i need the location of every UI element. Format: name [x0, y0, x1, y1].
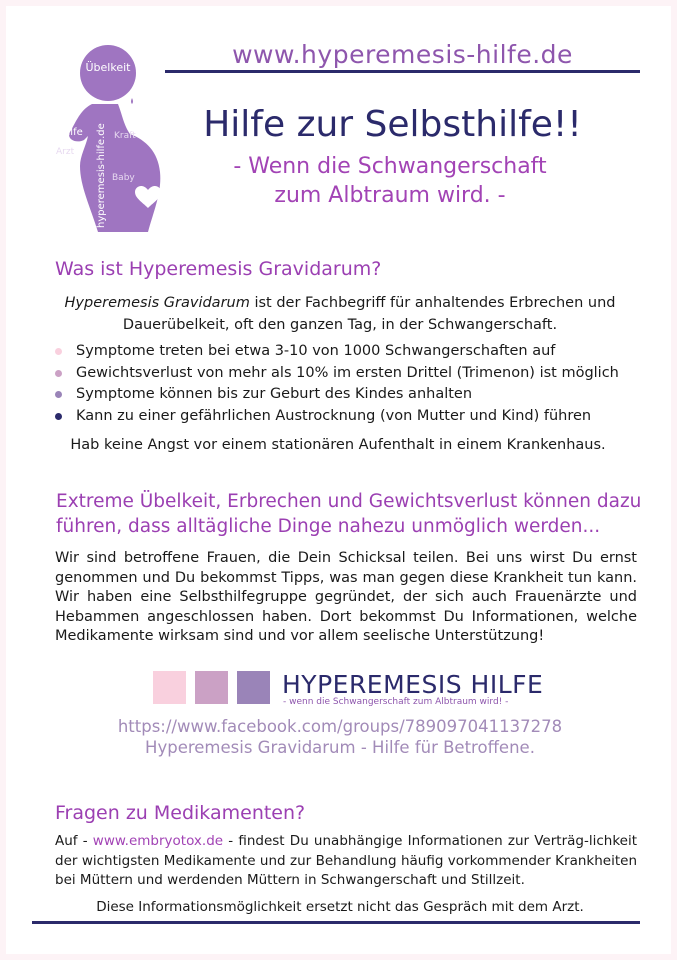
footer-divider — [32, 921, 640, 924]
brand-tagline: - wenn die Schwangerschaft zum Albtraum wird! - — [283, 697, 509, 707]
medication-prefix: Auf - — [55, 833, 93, 849]
logo-word-ubelkeit: Übelkeit — [85, 61, 131, 74]
brand-square-mauve — [195, 671, 228, 704]
bullet-dot — [55, 348, 62, 355]
bullet-dot — [55, 391, 62, 398]
bullet-dot — [55, 413, 62, 420]
brand-square-violet — [237, 671, 270, 704]
medication-text: - findest Du unabhängige Informationen zur Verträg-lichkeit der wichtigsten Medikamente und zur Behandlung häufig vorkommender Krankheiten bei Müttern und werdenden Müttern in Schwangerschaft und Stillzeit. — [55, 833, 638, 888]
list-item-text: Symptome können bis zur Geburt des Kindes anhalten — [76, 386, 473, 402]
list-item — [55, 363, 619, 385]
facebook-group-link[interactable]: https://www.facebook.com/groups/789097041137278 — [117, 717, 563, 736]
header-divider — [165, 70, 640, 73]
symptom-list — [55, 341, 619, 427]
heading-what-is-hg: Was ist Hyperemesis Gravidarum? — [55, 258, 382, 280]
list-item-text: Kann zu einer gefährlichen Austrocknung (von Mutter und Kind) führen — [76, 407, 592, 424]
list-item — [55, 384, 619, 406]
list-item — [55, 341, 619, 363]
medication-paragraph — [55, 832, 637, 891]
website-url[interactable]: www.hyperemesis-hilfe.de — [232, 40, 573, 69]
list-item-text: Gewichtsverlust von mehr als 10% im ersten Drittel (Trimenon) ist möglich — [76, 364, 619, 381]
embryotox-link[interactable]: www.embryotox.de — [92, 833, 224, 849]
hospital-note: Hab keine Angst vor einem stationären Aufenthalt in einem Krankenhaus. — [70, 437, 606, 453]
logo-word-arzt: Arzt — [56, 147, 75, 157]
logo-word-baby: Baby — [112, 173, 135, 183]
definition-text: ist der Fachbegriff für anhaltendes Erbrechen und Dauerübelkeit, oft den ganzen Tag, in der Schwangerschaft. — [122, 295, 616, 333]
logo-body — [69, 104, 160, 232]
definition-paragraph — [48, 292, 632, 336]
pregnant-woman-logo — [40, 40, 170, 235]
page-subtitle — [190, 152, 590, 210]
subtitle-line-2: zum Albtraum wird. - — [274, 183, 506, 208]
list-item — [55, 406, 619, 428]
heading-extreme-nausea: Extreme Übelkeit, Erbrechen und Gewichtsverlust können dazu führen, dass alltägliche Dinge nahezu unmöglich werden... — [56, 491, 642, 537]
logo-word-hilfe: Hilfe — [60, 127, 83, 138]
facebook-group-name: Hyperemesis Gravidarum - Hilfe für Betroffene. — [145, 738, 535, 757]
support-group-paragraph: Wir sind betroffene Frauen, die Dein Schicksal teilen. Bei uns wirst Du ernst genommen und Du bekommst Tipps, was man gegen diese Krankheit tun kann. Wir haben eine Selbsthilfegruppe gegründet, der sich auch Frauenärzte und Hebammen angeschlossen haben. Dort bekommst Du Informationen, welche Medikamente wirksam sind und vor allem seelische Unterstützung! — [55, 550, 637, 644]
bullet-dot — [55, 370, 62, 377]
logo-word-kraft: Kraft — [114, 131, 136, 141]
list-item-text: Symptome treten bei etwa 3-10 von 1000 Schwangerschaften auf — [76, 343, 556, 359]
brand-name: HYPEREMESIS HILFE — [282, 670, 544, 699]
heading-medication-questions: Fragen zu Medikamenten? — [55, 802, 306, 824]
definition-term: Hyperemesis Gravidarum — [64, 295, 250, 311]
logo-vertical-url: hyperemesis-hilfe.de — [96, 123, 107, 228]
page-title: Hilfe zur Selbsthilfe!! — [203, 104, 582, 145]
subtitle-line-1: - Wenn die Schwangerschaft — [233, 154, 547, 179]
brand-square-pink — [153, 671, 186, 704]
disclaimer: Diese Informationsmöglichkeit ersetzt nicht das Gespräch mit dem Arzt. — [96, 899, 584, 915]
